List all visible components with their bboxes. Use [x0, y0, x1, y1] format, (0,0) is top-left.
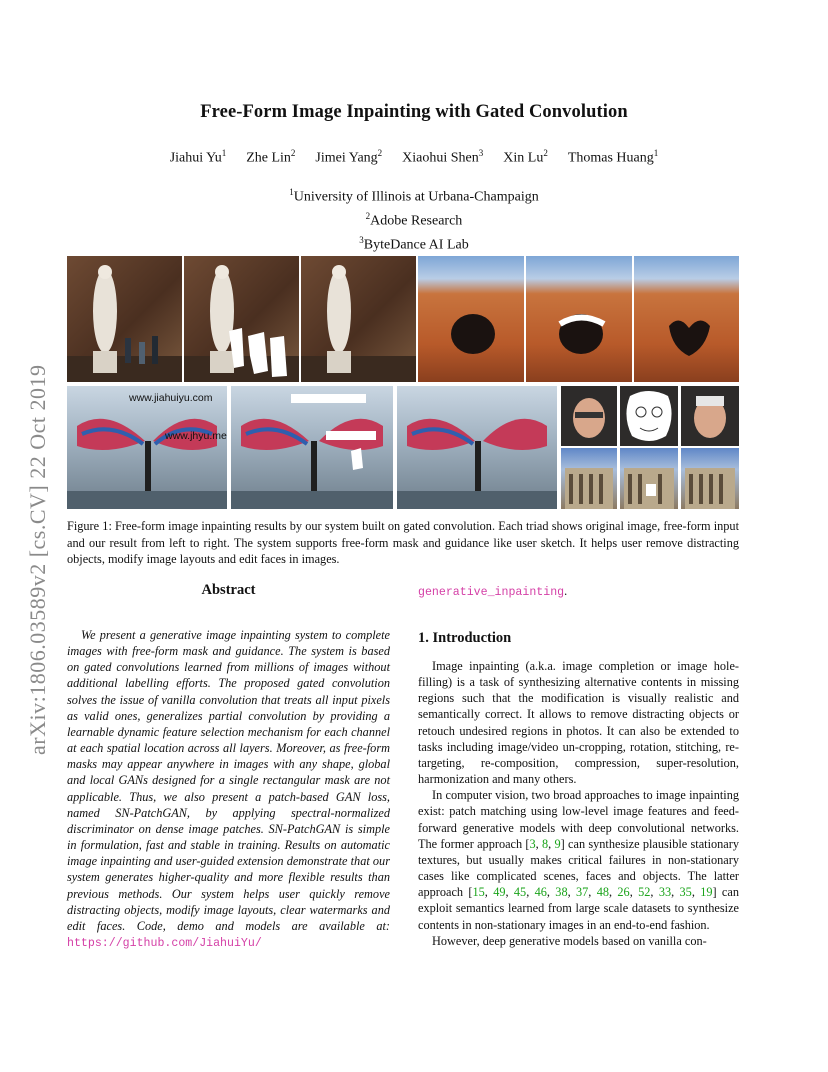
canyon-result-image: [634, 256, 739, 382]
affiliation-line: $^1$University of Illinois at Urbana-Champaign: [289, 187, 539, 205]
canyon-masked-input-image: [526, 256, 632, 382]
abstract-text: We present a generative image inpainting system to complete images with free-form mask and guidance. The system is based on gated convolutions learned from millions of images without additional labelling efforts. The proposed gated convolution solves the issue of vanilla convolution that treats all input pixels as valid ones, generalizes partial convolution by providing a learnable dynamic feature selection mechanism for each channel at each spatial location across all layers. Moreover, as free-form masks may appear anywhere in images with any shape, global and local GANs designed for a single rectangular mask are not applicable. Thus, we also present a patch-based GAN loss, named SN-PatchGAN, by applying spectral-normalized discriminator on dense image patches. SN-PatchGAN is simple in formulation, fast and stable in training. Results on automatic image inpainting and user-guided extension demonstrate that our system generates higher-quality and more flexible results than previous methods. Our system helps user quickly remove distracting objects, modify image layouts, clear watermarks and edit faces. Code, demo and models are available at: https://github.com/JiahuiYu/: [67, 628, 390, 950]
author-name: Jimei Yang$^2$: [315, 148, 383, 166]
figure-caption: Figure 1: Free-form image inpainting results by our system built on gated convolution. Each triad shows original image, free-form input and our result from left to right. The system supports free-form mask and guidance like user sketch. It helps user remove distracting objects, modify image layouts and edit faces in images.: [67, 519, 739, 567]
citation-link[interactable]: 26: [617, 885, 630, 900]
face-sketch-input-image: [620, 386, 678, 446]
citation-link[interactable]: 38: [555, 885, 568, 900]
abstract-heading: Abstract: [201, 582, 256, 598]
statue-masked-input-image: [184, 256, 299, 382]
paper-title: Free-Form Image Inpainting with Gated Convolution: [200, 102, 628, 122]
watermark-text-1: www.jiahuiyu.com: [129, 392, 213, 404]
citation-link[interactable]: 52: [638, 885, 651, 900]
citation-link[interactable]: 49: [493, 885, 506, 900]
canyon-original-image: [418, 256, 524, 382]
building-masked-input-image: [620, 448, 678, 509]
watermark-text-2: www.jhyu.me: [165, 430, 227, 442]
citation-link[interactable]: 9: [554, 836, 561, 851]
arxiv-side-stamp: arXiv:1806.03589v2 [cs.CV] 22 Oct 2019: [25, 364, 50, 755]
wings-original-image: [67, 386, 227, 509]
citation-link[interactable]: 45: [513, 885, 527, 900]
citation-link[interactable]: 19: [700, 885, 713, 900]
wings-masked-input-image: [231, 386, 393, 509]
wings-result-image: [397, 386, 557, 509]
affiliation-line: $^2$Adobe Research: [365, 211, 463, 229]
intro-paragraph-1: Image inpainting (a.k.a. image completion or image hole-filling) is a task of synthesizing alternative contents in missing regions such that the modification is visually realistic and semantically correct. It allows to remove distracting objects or retouch undesired regions in photos. It can also be extended to tasks including image/video un-cropping, rotation, stitching, re-targeting, re-composition, compression, super-resolution, harmonization and many others.: [418, 659, 739, 787]
author-name: Thomas Huang$^1$: [567, 148, 659, 166]
code-url-link-continued[interactable]: generative_inpainting: [418, 586, 565, 599]
citation-link[interactable]: 33: [658, 885, 672, 900]
abstract-url-continuation: generative_inpainting.: [418, 584, 568, 599]
author-name: Zhe Lin$^2$: [246, 148, 296, 166]
citation-link[interactable]: 48: [596, 885, 609, 900]
statue-result-image: [301, 256, 416, 382]
introduction-heading: 1. Introduction: [418, 630, 512, 646]
citation-link[interactable]: 8: [542, 836, 549, 851]
building-original-image: [561, 448, 617, 509]
citation-link[interactable]: 35: [679, 885, 692, 900]
citation-link[interactable]: 3: [529, 836, 536, 851]
intro-paragraph-3: However, deep generative models based on vanilla con-: [432, 933, 707, 948]
intro-paragraph-2: In computer vision, two broad approaches to image inpainting exist: patch matching using low-level image features and feed-forward generative models with deep convolutional networks. The former approach [3, 8, 9] can synthesize plausible stationary textures, but usually makes critical failures in non-stationary cases like complicated scenes, faces and objects. The latter approach [15, 49, 45, 46, 38, 37, 48, 26, 52, 33, 35, 19] can exploit semantics learned from large scale datasets to synthesize contents in non-stationary images in an end-to-end fashion.: [418, 788, 739, 932]
citation-link[interactable]: 15: [472, 885, 485, 900]
citation-link[interactable]: 37: [576, 885, 589, 900]
statue-original-image: [67, 256, 182, 382]
face-original-image: [561, 386, 617, 446]
teaser-figure: [67, 256, 739, 509]
author-list: [0, 148, 828, 167]
citation-link[interactable]: 46: [534, 885, 547, 900]
author-name: Xin Lu$^2$: [503, 148, 548, 166]
introduction-body: [418, 658, 739, 949]
building-result-image: [681, 448, 739, 509]
affiliation-list: [0, 183, 828, 255]
affiliation-line: $^3$ByteDance AI Lab: [359, 235, 469, 253]
author-name: Xiaohui Shen$^3$: [402, 148, 484, 166]
face-result-image: [681, 386, 739, 446]
code-url-link[interactable]: https://github.com/JiahuiYu/: [67, 936, 262, 950]
author-name: Jiahui Yu$^1$: [169, 148, 227, 166]
